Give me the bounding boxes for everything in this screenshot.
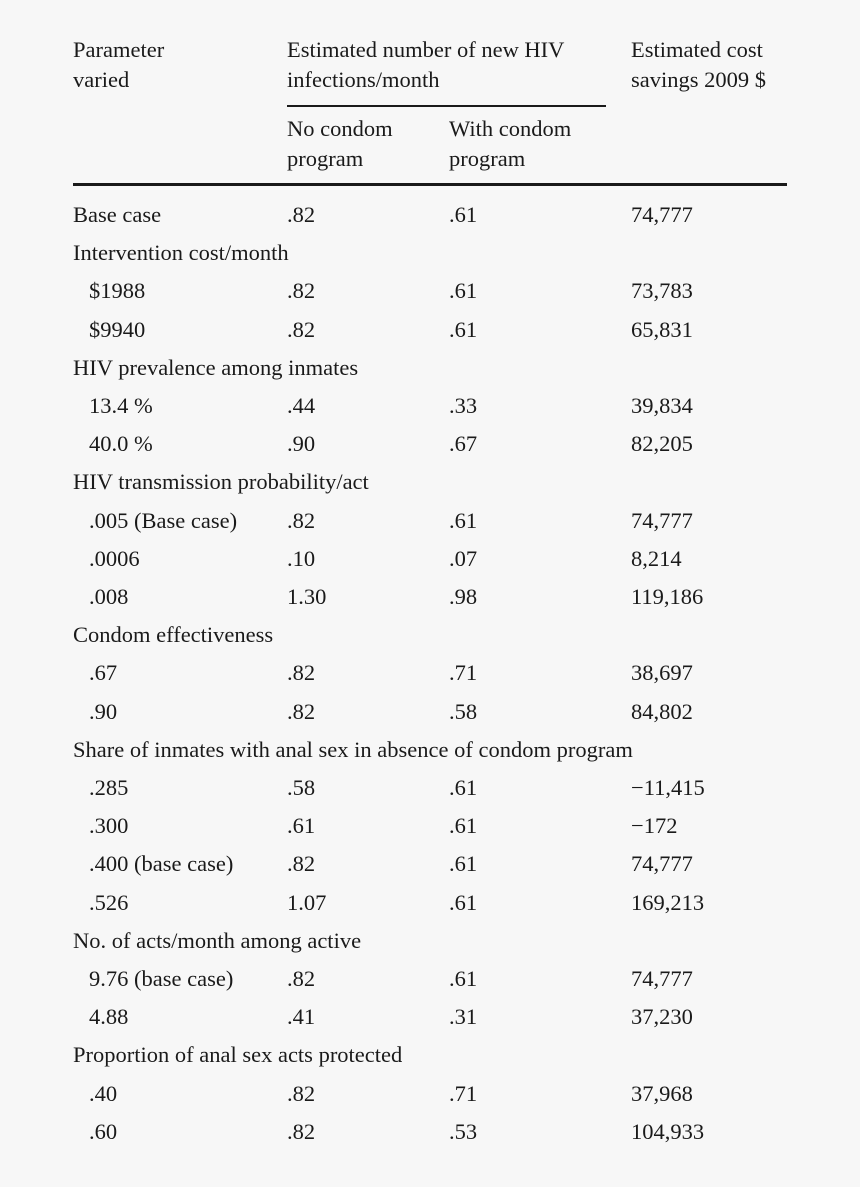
table-row	[0, 960, 860, 998]
header-with-condom: With condom program	[449, 116, 572, 171]
with-condom-value: .53	[449, 1118, 478, 1144]
parameter-value: .90	[89, 698, 118, 724]
cost-savings-value: 74,777	[631, 966, 693, 991]
parameter-value: .400 (base case)	[89, 851, 234, 877]
section-row	[0, 463, 860, 501]
parameter-value: $9940	[89, 316, 146, 342]
cost-savings-value: 39,834	[631, 393, 693, 418]
with-condom-value: .71	[449, 1080, 478, 1106]
parameter-value: .67	[89, 660, 118, 686]
section-row	[0, 1036, 860, 1074]
section-row	[0, 349, 860, 387]
parameter-value: .285	[89, 775, 129, 800]
table-row	[0, 425, 860, 463]
section-label: No. of acts/month among active	[73, 927, 362, 953]
parameter-value: $1988	[89, 278, 146, 304]
with-condom-value: .61	[449, 851, 478, 877]
section-row	[0, 922, 860, 960]
cost-savings-value: 169,213	[631, 889, 705, 915]
no-condom-value: .82	[287, 1080, 316, 1106]
cost-savings-value: 37,230	[631, 1004, 693, 1030]
parameter-value: Base case	[73, 202, 162, 227]
with-condom-value: .61	[449, 316, 478, 342]
parameter-value: 13.4 %	[89, 393, 153, 418]
cost-savings-value: 74,777	[631, 507, 693, 533]
cost-savings-value: 104,933	[631, 1118, 705, 1144]
section-row	[0, 616, 860, 654]
with-condom-value: .58	[449, 698, 478, 724]
no-condom-value: .82	[287, 202, 316, 227]
cost-savings-value: −172	[631, 813, 678, 839]
no-condom-value: .41	[287, 1004, 316, 1030]
with-condom-value: .61	[449, 813, 478, 839]
no-condom-value: .44	[287, 393, 316, 418]
section-label: Intervention cost/month	[73, 240, 289, 266]
header-infections-group: Estimated number of new HIV infections/month	[287, 37, 565, 92]
section-label: Share of inmates with anal sex in absence of condom program	[73, 736, 633, 762]
cost-savings-value: 65,831	[631, 316, 693, 342]
with-condom-value: .61	[449, 775, 478, 800]
section-label: Condom effectiveness	[73, 622, 274, 648]
table-row	[0, 845, 860, 883]
with-condom-value: .71	[449, 660, 478, 686]
no-condom-value: .10	[287, 545, 316, 571]
no-condom-value: .82	[287, 507, 316, 533]
no-condom-value: 1.30	[287, 584, 327, 609]
cost-savings-value: 119,186	[631, 584, 704, 609]
section-row	[0, 234, 860, 272]
no-condom-value: .82	[287, 966, 316, 991]
with-condom-value: .61	[449, 966, 478, 991]
parameter-value: .526	[89, 889, 129, 915]
cost-savings-value: −11,415	[631, 775, 705, 800]
header-parameter-varied: Parameter varied	[73, 37, 165, 92]
cost-savings-value: 37,968	[631, 1080, 693, 1106]
no-condom-value: .82	[287, 1118, 316, 1144]
with-condom-value: .61	[449, 202, 478, 227]
table-row	[0, 1113, 860, 1151]
parameter-value: .0006	[89, 545, 140, 571]
table-row	[0, 693, 860, 731]
table-row	[0, 654, 860, 692]
no-condom-value: .82	[287, 316, 316, 342]
table-row	[0, 807, 860, 845]
with-condom-value: .33	[449, 393, 478, 418]
parameter-value: .40	[89, 1080, 118, 1106]
header-bottom-rule	[73, 183, 787, 186]
parameter-value: 9.76 (base case)	[89, 966, 234, 991]
parameter-value: .005 (Base case)	[89, 507, 238, 533]
cost-savings-value: 74,777	[631, 851, 693, 877]
table-row	[0, 1075, 860, 1113]
no-condom-value: .58	[287, 775, 316, 800]
no-condom-value: .82	[287, 851, 316, 877]
cost-savings-value: 82,205	[631, 431, 693, 457]
with-condom-value: .67	[449, 431, 478, 457]
no-condom-value: .82	[287, 278, 316, 304]
cost-savings-value: 38,697	[631, 660, 693, 686]
no-condom-value: 1.07	[287, 889, 327, 915]
no-condom-value: .61	[287, 813, 316, 839]
no-condom-value: .82	[287, 660, 316, 686]
with-condom-value: .31	[449, 1004, 478, 1030]
with-condom-value: .61	[449, 278, 478, 304]
cost-savings-value: 74,777	[631, 202, 693, 227]
table-row	[0, 502, 860, 540]
section-row	[0, 731, 860, 769]
table-row	[0, 998, 860, 1036]
parameter-value: 40.0 %	[89, 431, 153, 457]
section-label: HIV prevalence among inmates	[73, 354, 359, 380]
table-row	[0, 884, 860, 922]
with-condom-value: .61	[449, 889, 478, 915]
cost-savings-value: 84,802	[631, 698, 693, 724]
table-row	[0, 769, 860, 807]
parameter-value: 4.88	[89, 1004, 129, 1030]
cost-savings-value: 8,214	[631, 545, 682, 571]
header-group-rule	[287, 105, 606, 107]
section-label: HIV transmission probability/act	[73, 469, 369, 495]
table-row	[0, 311, 860, 349]
parameter-value: .300	[89, 813, 129, 839]
header-no-condom: No condom program	[287, 116, 393, 171]
cost-savings-value: 73,783	[631, 278, 693, 304]
header-cost-savings: Estimated cost savings 2009 $	[631, 37, 766, 92]
table-row	[0, 578, 860, 616]
table-row	[0, 540, 860, 578]
table-row	[0, 196, 860, 234]
no-condom-value: .82	[287, 698, 316, 724]
with-condom-value: .07	[449, 545, 478, 571]
no-condom-value: .90	[287, 431, 316, 457]
parameter-value: .008	[89, 584, 129, 609]
parameter-value: .60	[89, 1118, 118, 1144]
with-condom-value: .61	[449, 507, 478, 533]
table-row	[0, 272, 860, 310]
table-row	[0, 387, 860, 425]
with-condom-value: .98	[449, 584, 478, 609]
section-label: Proportion of anal sex acts protected	[73, 1042, 403, 1068]
